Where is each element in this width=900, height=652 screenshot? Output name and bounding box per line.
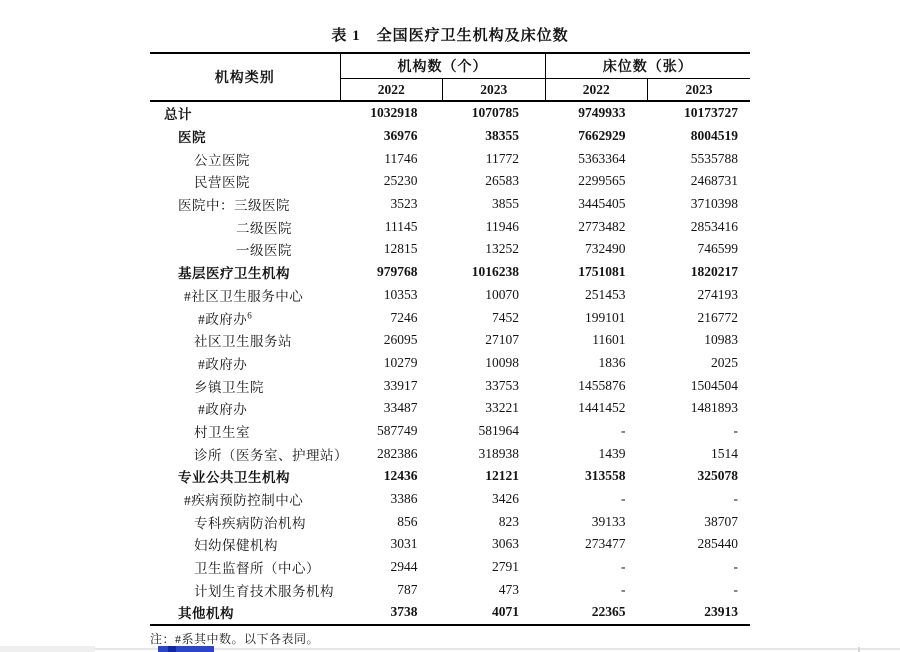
cell-inst-2022: 3031 <box>390 536 418 552</box>
table-row <box>150 397 750 420</box>
cell-inst-2023: 3855 <box>492 196 519 212</box>
table-row <box>150 125 750 148</box>
table-row <box>150 329 750 352</box>
table-row <box>150 147 750 170</box>
cell-inst-2022: 979768 <box>377 264 418 280</box>
cell-beds-2022: 11601 <box>592 332 626 348</box>
table-row <box>150 306 750 329</box>
row-label: 村卫生室 <box>194 424 250 440</box>
table-row <box>150 488 750 511</box>
cell-beds-2023: 2468731 <box>690 173 738 189</box>
cell-inst-2022: 3386 <box>390 491 418 507</box>
cell-beds-2023: 8004519 <box>690 128 738 144</box>
table-row <box>150 465 750 488</box>
table-row <box>150 601 750 625</box>
table-row <box>150 420 750 443</box>
row-label: 民营医院 <box>194 175 250 191</box>
cell-beds-2023: 3710398 <box>690 196 738 212</box>
row-label: #政府办 <box>198 402 248 418</box>
cell-inst-2022: 11746 <box>384 150 418 166</box>
row-label: 诊所（医务室、护理站） <box>194 447 348 463</box>
row-label: 专业公共卫生机构 <box>178 470 290 486</box>
cell-beds-2022: 2773482 <box>578 218 626 234</box>
row-label: #政府办 <box>198 356 248 372</box>
cell-inst-2023: 26583 <box>485 173 519 189</box>
page-gap-divider <box>0 648 900 650</box>
cell-inst-2022: 26095 <box>383 332 418 348</box>
cell-beds-2023: 746599 <box>697 241 738 257</box>
cell-beds-2023: - <box>733 422 738 438</box>
next-page-content-sliver <box>158 646 214 652</box>
cell-beds-2023: 216772 <box>697 309 738 325</box>
cell-inst-2022: 10353 <box>383 286 418 302</box>
row-label: 医院 <box>178 130 206 146</box>
cell-inst-2022: 12815 <box>383 241 418 257</box>
cell-beds-2022: - <box>621 422 626 438</box>
row-label: 基层医疗卫生机构 <box>178 266 290 282</box>
cell-inst-2023: 12121 <box>485 468 519 484</box>
table-row <box>150 533 750 556</box>
table-row <box>150 193 750 216</box>
row-label: 二级医院 <box>236 220 292 236</box>
cell-beds-2023: - <box>733 491 738 507</box>
cell-beds-2022: 251453 <box>585 286 626 302</box>
cell-beds-2022: - <box>621 581 626 597</box>
cell-inst-2023: 13252 <box>485 241 519 257</box>
cell-inst-2022: 1032918 <box>370 105 418 121</box>
cell-inst-2023: 2791 <box>492 559 519 575</box>
row-label: 医院中：三级医院 <box>178 198 290 214</box>
cell-inst-2023: 823 <box>498 513 519 529</box>
cell-inst-2022: 33487 <box>383 400 418 416</box>
cell-beds-2023: 274193 <box>697 286 738 302</box>
cell-inst-2022: 12436 <box>383 468 418 484</box>
cell-beds-2022: - <box>621 491 626 507</box>
table-row <box>150 374 750 397</box>
row-label: 计划生育技术服务机构 <box>194 583 334 599</box>
cell-beds-2023: 325078 <box>697 468 738 484</box>
cell-beds-2023: 285440 <box>697 536 738 552</box>
cell-beds-2023: 1820217 <box>690 264 738 280</box>
cell-beds-2023: 1514 <box>711 445 738 461</box>
cell-inst-2022: 282386 <box>377 445 418 461</box>
row-label: 一级医院 <box>236 243 292 259</box>
cell-beds-2022: 1455876 <box>578 377 626 393</box>
cell-inst-2023: 10070 <box>485 286 519 302</box>
cell-inst-2023: 33221 <box>485 400 519 416</box>
cell-inst-2023: 318938 <box>478 445 519 461</box>
cell-inst-2022: 587749 <box>377 422 418 438</box>
table-title: 表 1 全国医疗卫生机构及床位数 <box>331 28 569 44</box>
header-group-institutions: 机构数（个） <box>340 53 545 79</box>
table-row <box>150 510 750 533</box>
table-row <box>150 261 750 284</box>
table-row <box>150 215 750 238</box>
cell-beds-2023: 1481893 <box>690 400 738 416</box>
cell-beds-2022: 7662929 <box>578 128 626 144</box>
cell-beds-2023: 38707 <box>704 513 738 529</box>
cell-inst-2023: 1016238 <box>471 264 519 280</box>
cell-inst-2022: 3523 <box>390 196 418 212</box>
cell-beds-2023: 2853416 <box>690 218 738 234</box>
cell-beds-2023: 5535788 <box>690 150 738 166</box>
row-label: 妇幼保健机构 <box>194 538 278 554</box>
cell-inst-2023: 10098 <box>485 354 519 370</box>
cell-beds-2022: 2299565 <box>578 173 626 189</box>
cell-beds-2022: 199101 <box>585 309 626 325</box>
cell-beds-2022: - <box>621 559 626 575</box>
row-label: 乡镇卫生院 <box>194 379 264 395</box>
cell-inst-2023: 1070785 <box>471 105 519 121</box>
page-gap-left-shade <box>0 646 95 652</box>
row-label: 公立医院 <box>194 152 250 168</box>
row-label: 社区卫生服务站 <box>194 334 292 350</box>
table-row <box>150 442 750 465</box>
cell-inst-2023: 473 <box>498 581 519 597</box>
row-label: #社区卫生服务中心 <box>184 288 304 304</box>
header-group-row <box>150 53 750 79</box>
cell-beds-2022: 313558 <box>585 468 626 484</box>
cell-beds-2022: 1836 <box>598 354 626 370</box>
table-row <box>150 284 750 307</box>
page-gap-seam <box>858 647 860 652</box>
footnote: 注：#系其中数。以下各表同。 <box>150 632 320 646</box>
cell-inst-2022: 787 <box>397 581 418 597</box>
cell-beds-2023: 1504504 <box>690 377 738 393</box>
header-group-beds: 床位数（张） <box>545 53 750 79</box>
cell-beds-2023: 2025 <box>711 354 738 370</box>
cell-inst-2022: 856 <box>397 513 418 529</box>
table-row <box>150 352 750 375</box>
cell-inst-2023: 27107 <box>485 332 519 348</box>
cell-beds-2023: 23913 <box>704 604 738 620</box>
cell-inst-2022: 10279 <box>383 354 418 370</box>
header-year-beds-2022: 2022 <box>545 79 648 102</box>
cell-inst-2023: 3063 <box>492 536 519 552</box>
cell-inst-2022: 3738 <box>390 604 418 620</box>
cell-beds-2023: 10983 <box>704 332 738 348</box>
cell-beds-2022: 273477 <box>585 536 626 552</box>
cell-beds-2023: 10173727 <box>684 105 738 121</box>
cell-inst-2023: 7452 <box>492 309 519 325</box>
cell-beds-2022: 1439 <box>598 445 626 461</box>
row-label: 卫生监督所（中心） <box>194 561 320 577</box>
cell-beds-2022: 5363364 <box>578 150 626 166</box>
cell-inst-2022: 33917 <box>383 377 418 393</box>
cell-beds-2022: 39133 <box>591 513 626 529</box>
cell-inst-2022: 11145 <box>384 218 418 234</box>
cell-beds-2022: 9749933 <box>578 105 626 121</box>
header-year-beds-2023: 2023 <box>685 81 713 97</box>
cell-inst-2022: 2944 <box>390 559 418 575</box>
cell-inst-2023: 11946 <box>485 218 519 234</box>
cell-inst-2022: 36976 <box>383 128 418 144</box>
row-label: 专科疾病防治机构 <box>194 515 306 531</box>
cell-inst-2023: 4071 <box>492 604 519 620</box>
table-row <box>150 578 750 601</box>
cell-inst-2023: 33753 <box>485 377 519 393</box>
table-row <box>150 170 750 193</box>
header-year-inst-2022: 2022 <box>340 79 443 102</box>
cell-inst-2023: 11772 <box>485 150 519 166</box>
cell-beds-2022: 1441452 <box>578 400 626 416</box>
row-label: 总计 <box>164 107 192 123</box>
health-institutions-table <box>150 52 750 626</box>
cell-beds-2022: 732490 <box>585 241 626 257</box>
cell-inst-2023: 581964 <box>478 422 519 438</box>
header-year-inst-2023: 2023 <box>443 79 546 102</box>
header-category: 机构类别 <box>150 53 340 101</box>
row-label: 其他机构 <box>178 606 234 622</box>
cell-inst-2022: 7246 <box>390 309 418 325</box>
footnote-marker: 6 <box>247 310 253 321</box>
table-row <box>150 101 750 125</box>
cell-beds-2022: 22365 <box>591 604 626 620</box>
cell-inst-2023: 38355 <box>485 128 519 144</box>
cell-beds-2023: - <box>733 581 738 597</box>
row-label: #政府办$^6$ <box>198 310 253 327</box>
cell-beds-2022: 3445405 <box>578 196 626 212</box>
row-label: #疾病预防控制中心 <box>184 493 304 509</box>
cell-beds-2023: - <box>733 559 738 575</box>
table-row <box>150 238 750 261</box>
table-row <box>150 556 750 579</box>
cell-inst-2022: 25230 <box>383 173 418 189</box>
cell-inst-2023: 3426 <box>492 491 519 507</box>
cell-beds-2022: 1751081 <box>578 264 626 280</box>
